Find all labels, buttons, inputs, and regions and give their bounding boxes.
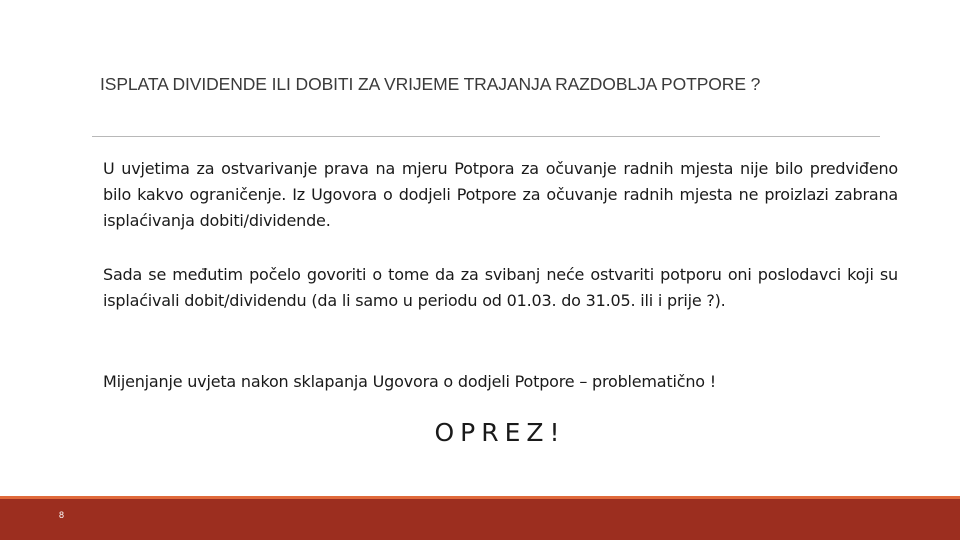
warning-text: OPREZ! <box>434 418 566 447</box>
page-number: 8 <box>59 510 65 520</box>
paragraph-may-support: Sada se međutim počelo govoriti o tome da za svibanj neće ostvariti potporu oni poslodavci koji su isplaćivali dobit/dividendu (da li samo u periodu od 01.03. do 31.05. ili i prije ?). <box>103 265 898 310</box>
slide-title: ISPLATA DIVIDENDE ILI DOBITI ZA VRIJEME TRAJANJA RAZDOBLJA POTPORE ? <box>100 74 761 94</box>
footer-bar <box>0 499 960 540</box>
paragraph-conditions: U uvjetima za ostvarivanje prava na mjeru Potpora za očuvanje radnih mjesta nije bilo predviđeno bilo kakvo ograničenje. Iz Ugovora o dodjeli Potpore za očuvanje radnih mjesta ne proizlazi zabrana isplaćivanja dobiti/dividende. <box>103 159 898 230</box>
title-divider <box>92 136 880 137</box>
paragraph-problematic: Mijenjanje uvjeta nakon sklapanja Ugovora o dodjeli Potpore – problematično ! <box>103 372 716 391</box>
